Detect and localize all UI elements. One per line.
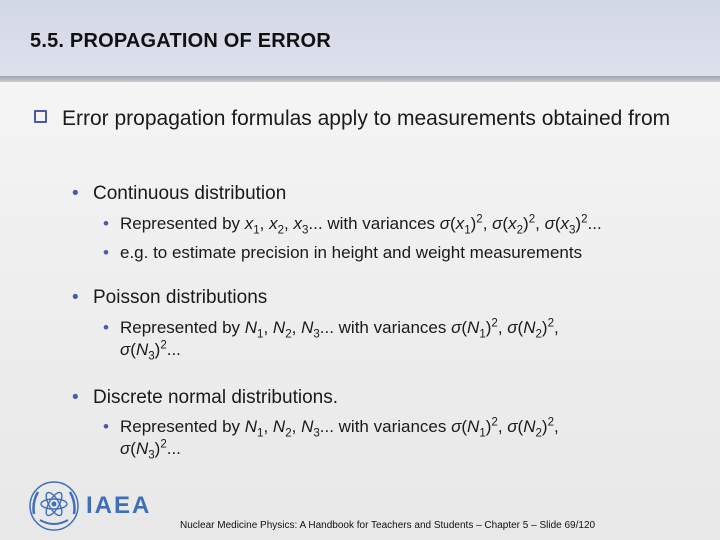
sub-bullet-discrete-variances: Represented by $N_1$, $N_2$, $N_3$... with variances $\sigma(N_1)^2$, $\sigma(N_2)^2$, $\sigma(N_3)^2$...	[120, 416, 559, 462]
section-heading-poisson: Poisson distributions	[93, 287, 268, 308]
bullet-dot-icon: •	[72, 183, 79, 204]
section-heading-continuous: Continuous distribution	[93, 183, 287, 204]
bullet-dot-icon: •	[72, 387, 79, 408]
sub-bullet-continuous-example: e.g. to estimate precision in height and weight measurements	[120, 243, 583, 262]
sub-bullet-dot-icon: •	[103, 214, 109, 233]
sub-bullet-dot-icon: •	[103, 417, 109, 436]
sub-bullet-continuous-variances: Represented by $x_1$, $x_2$, $x_3$... with variances $\sigma(x_1)^2$, $\sigma(x_2)^2$, $\sigma(x_3)^2$...	[120, 213, 602, 237]
iaea-logo-text: IAEA	[86, 492, 152, 519]
footer-citation: Nuclear Medicine Physics: A Handbook for Teachers and Students – Chapter 5 – Slide 69/120	[180, 520, 596, 531]
sub-bullet-poisson-variances: Represented by $N_1$, $N_2$, $N_3$... with variances $\sigma(N_1)^2$, $\sigma(N_2)^2$, $\sigma(N_3)^2$...	[120, 317, 559, 363]
page-title: 5.5. PROPAGATION OF ERROR	[30, 30, 331, 52]
header-divider	[0, 76, 720, 82]
hollow-square-bullet-icon	[34, 110, 47, 123]
main-bullet-text: Error propagation formulas apply to measurements obtained from	[62, 107, 671, 130]
sub-bullet-dot-icon: •	[103, 243, 109, 262]
header-bar	[0, 0, 720, 80]
section-heading-discrete-normal: Discrete normal distributions.	[93, 387, 338, 408]
bullet-dot-icon: •	[72, 287, 79, 308]
iaea-atom-emblem-icon	[28, 480, 80, 532]
sub-bullet-dot-icon: •	[103, 318, 109, 337]
